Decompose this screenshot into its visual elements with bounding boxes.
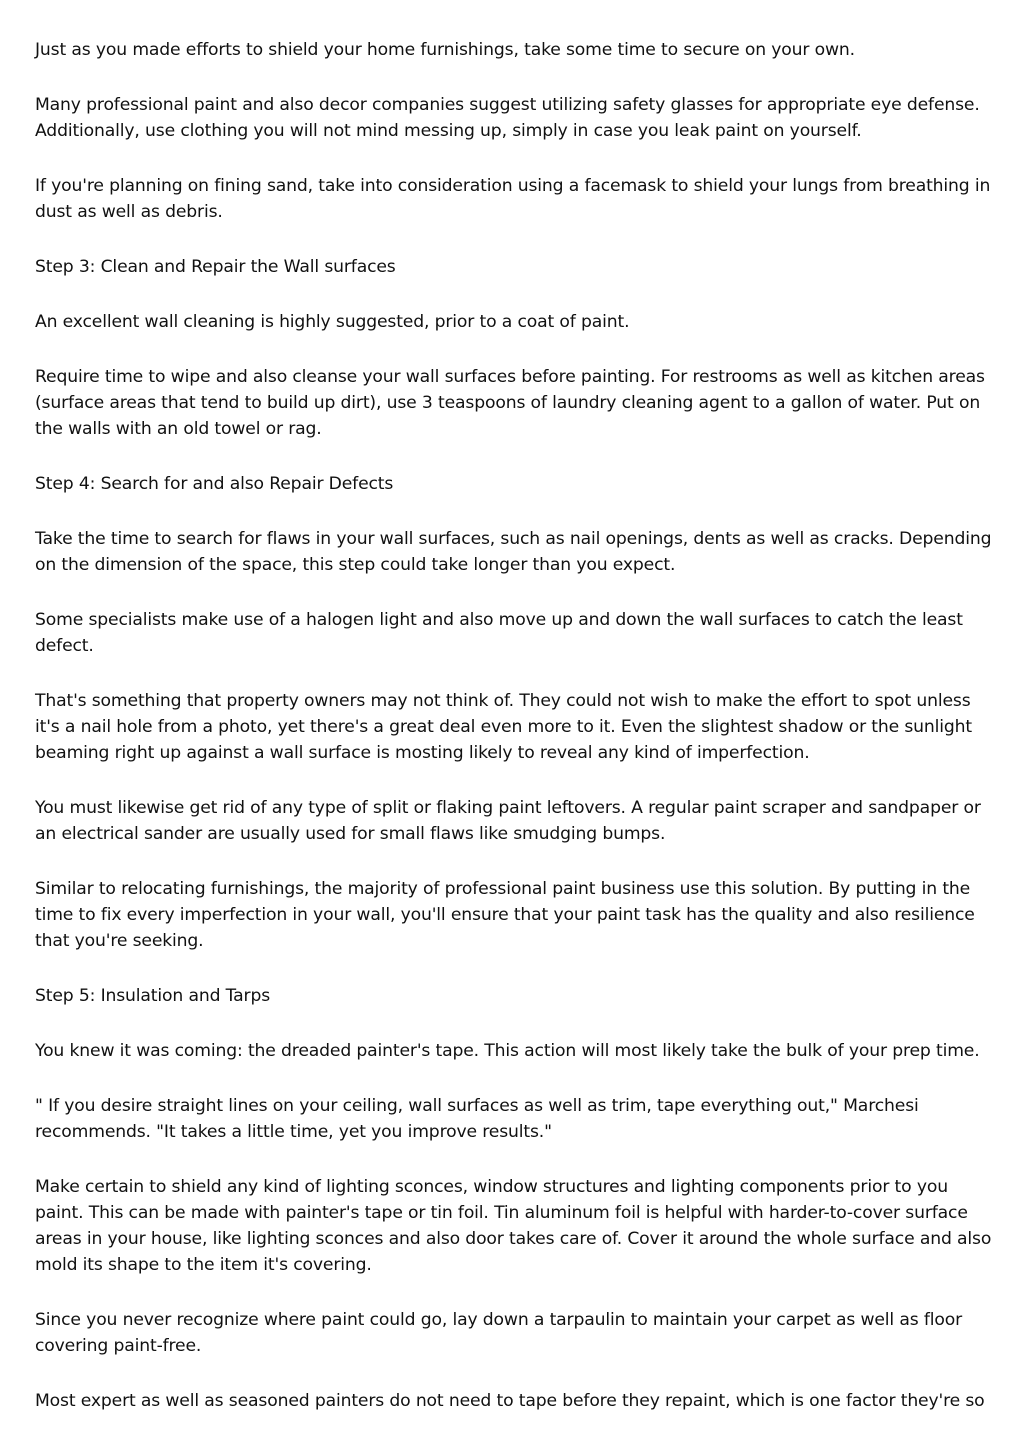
step-5-heading: Step 5: Insulation and Tarps xyxy=(35,986,271,1006)
paragraph-cleanse-walls: Require time to wipe and also cleanse your wall surfaces before painting. For restrooms as well as kitchen areas (surface areas that tend to build up dirt), use 3 teaspoons of laundry cleaning agent to a gallon of water. Put on the walls with an old towel or rag. xyxy=(35,367,985,439)
paragraph-property-owners: That's something that property owners may not think of. They could not wish to make the effort to spot unless it's a nail hole from a photo, yet there's a great deal even more to it. Even the slightest shadow or the sunlight beaming right up against a wall surface is mosting likely to reveal any kind of imperfection. xyxy=(35,691,972,763)
paragraph-shield-sconces: Make certain to shield any kind of lighting sconces, window structures and lighting components prior to you paint. This can be made with painter's tape or tin foil. Tin aluminum foil is helpful with harder-to-cover surface areas in your house, like lighting sconces and also door takes care of. Cover it around the whole surface and also mold its shape to the item it's covering. xyxy=(35,1177,992,1275)
paragraph-safety-glasses: Many professional paint and also decor companies suggest utilizing safety glasses for appropriate eye defense. Additionally, use clothing you will not mind messing up, simply in case you leak paint on yourself. xyxy=(35,95,980,141)
document-body xyxy=(35,37,995,1443)
paragraph-facemask: If you're planning on fining sand, take into consideration using a facemask to shield your lungs from breathing in dust as well as debris. xyxy=(35,176,991,222)
paragraph-expert-painters: Most expert as well as seasoned painters do not need to tape before they repaint, which is one factor they're so xyxy=(35,1391,985,1411)
paragraph-flaking-paint: You must likewise get rid of any type of split or flaking paint leftovers. A regular paint scraper and sandpaper or an electrical sander are usually used for small flaws like smudging bumps. xyxy=(35,798,981,844)
step-3-heading: Step 3: Clean and Repair the Wall surfaces xyxy=(35,257,396,277)
paragraph-protect-yourself: Just as you made efforts to shield your home furnishings, take some time to secure on your own. xyxy=(35,40,855,60)
paragraph-search-flaws: Take the time to search for flaws in your wall surfaces, such as nail openings, dents as well as cracks. Depending on the dimension of the space, this step could take longer than you expect. xyxy=(35,529,992,575)
paragraph-wall-cleaning: An excellent wall cleaning is highly suggested, prior to a coat of paint. xyxy=(35,312,630,332)
paragraph-halogen-light: Some specialists make use of a halogen light and also move up and down the wall surfaces to catch the least defect. xyxy=(35,610,963,656)
paragraph-relocating-furnishings: Similar to relocating furnishings, the majority of professional paint business use this solution. By putting in the time to fix every imperfection in your wall, you'll ensure that your paint task has the quality and also resilience that you're seeking. xyxy=(35,879,975,951)
paragraph-tarpaulin: Since you never recognize where paint could go, lay down a tarpaulin to maintain your carpet as well as floor covering paint-free. xyxy=(35,1310,963,1356)
step-4-heading: Step 4: Search for and also Repair Defects xyxy=(35,474,394,494)
paragraph-marchesi-quote: " If you desire straight lines on your ceiling, wall surfaces as well as trim, tape everything out," Marchesi recommends. "It takes a little time, yet you improve results." xyxy=(35,1096,919,1142)
paragraph-painters-tape: You knew it was coming: the dreaded painter's tape. This action will most likely take the bulk of your prep time. xyxy=(35,1041,980,1061)
